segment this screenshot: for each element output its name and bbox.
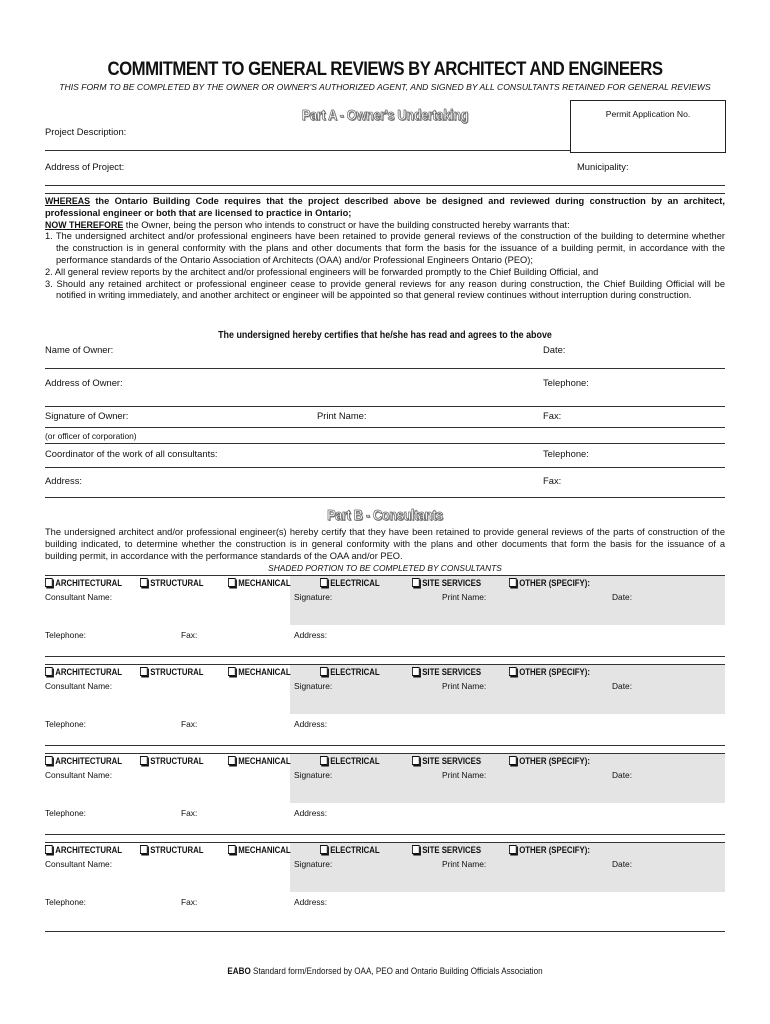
checkbox-other[interactable]: OTHER (SPECIFY): [509, 667, 590, 677]
checkbox-icon [412, 667, 420, 676]
shaded-portion-note: SHADED PORTION TO BE COMPLETED BY CONSULTANTS [268, 563, 502, 573]
consultant-address-label: Address: [294, 719, 328, 729]
checkbox-structural[interactable]: STRUCTURAL [140, 845, 204, 855]
checkbox-architectural[interactable]: ARCHITECTURAL [45, 667, 122, 677]
divider [45, 193, 725, 194]
coordinator-telephone-label: Telephone: [543, 448, 589, 459]
checkbox-icon [320, 845, 328, 854]
part-a-heading: Part A - Owner's Undertaking [301, 107, 469, 124]
divider [45, 575, 725, 576]
permit-application-label: Permit Application No. [605, 109, 691, 119]
consultant-signature-label: Signature: [294, 859, 333, 869]
divider [45, 931, 725, 932]
owner-fax-label: Fax: [543, 410, 562, 421]
consultant-print-name-label: Print Name: [442, 681, 487, 691]
checkbox-icon [228, 756, 236, 765]
consultant-signature-label: Signature: [294, 592, 333, 602]
consultant-date-label: Date: [612, 770, 633, 780]
address-of-owner-label: Address of Owner: [45, 377, 123, 388]
checkbox-structural[interactable]: STRUCTURAL [140, 756, 204, 766]
whereas-keyword: WHEREAS [45, 196, 90, 206]
divider [45, 834, 725, 835]
checkbox-icon [228, 667, 236, 676]
checkbox-icon [45, 578, 53, 587]
address-of-owner-line[interactable] [45, 406, 725, 407]
checkbox-electrical[interactable]: ELECTRICAL [320, 845, 380, 855]
divider [45, 443, 725, 444]
undertaking-item-2: 2. All general review reports by the architect and/or professional engineers will be forwarded promptly to the Chief Building Official, and [45, 266, 599, 277]
consultant-telephone-label: Telephone: [45, 630, 86, 640]
checkbox-icon [228, 845, 236, 854]
coordinator-fax-label: Fax: [543, 475, 562, 486]
checkbox-icon [320, 667, 328, 676]
consultant-name-label: Consultant Name: [45, 859, 113, 869]
checkbox-electrical[interactable]: ELECTRICAL [320, 578, 380, 588]
owner-date-label: Date: [543, 344, 566, 355]
now-therefore-keyword: NOW THEREFORE [45, 219, 124, 230]
name-of-owner-label: Name of Owner: [45, 344, 114, 355]
consultant-name-label: Consultant Name: [45, 770, 113, 780]
checkbox-icon [45, 667, 53, 676]
checkbox-architectural[interactable]: ARCHITECTURAL [45, 845, 122, 855]
checkbox-icon [45, 756, 53, 765]
checkbox-icon [140, 578, 148, 587]
owner-print-name-label: Print Name: [317, 410, 367, 421]
consultant-address-label: Address: [294, 808, 328, 818]
checkbox-other[interactable]: OTHER (SPECIFY): [509, 578, 590, 588]
coordinator-address-label: Address: [45, 475, 82, 486]
now-therefore-text: the Owner, being the person who intends to construct or have the building constructed hereby warrants that: [123, 219, 570, 230]
certify-statement: The undersigned hereby certifies that he/she has read and agrees to the above [218, 329, 552, 341]
consultant-address-label: Address: [294, 630, 328, 640]
consultant-fax-label: Fax: [181, 719, 198, 729]
consultant-telephone-label: Telephone: [45, 719, 86, 729]
checkbox-icon [140, 667, 148, 676]
divider [45, 656, 725, 657]
part-b-heading: Part B - Consultants [327, 507, 443, 524]
consultant-fax-label: Fax: [181, 897, 198, 907]
consultant-signature-label: Signature: [294, 681, 333, 691]
consultant-telephone-label: Telephone: [45, 808, 86, 818]
checkbox-mechanical[interactable]: MECHANICAL [228, 756, 291, 766]
consultant-date-label: Date: [612, 859, 633, 869]
consultant-telephone-label: Telephone: [45, 897, 86, 907]
checkbox-icon [140, 845, 148, 854]
consultant-date-label: Date: [612, 592, 633, 602]
consultant-name-label: Consultant Name: [45, 681, 113, 691]
form-subtitle: THIS FORM TO BE COMPLETED BY THE OWNER OR OWNER'S AUTHORIZED AGENT, AND SIGNED BY ALL CONSULTANTS RETAINED FOR GENERAL REVIEWS [59, 82, 711, 92]
checkbox-architectural[interactable]: ARCHITECTURAL [45, 578, 122, 588]
checkbox-electrical[interactable]: ELECTRICAL [320, 667, 380, 677]
undertaking-text [45, 196, 725, 302]
signature-of-owner-line[interactable] [45, 427, 725, 428]
coordinator-line[interactable] [45, 467, 725, 468]
project-description-line[interactable] [45, 150, 570, 151]
coordinator-label: Coordinator of the work of all consultants: [45, 448, 218, 459]
address-of-project-label: Address of Project: [45, 161, 125, 172]
checkbox-mechanical[interactable]: MECHANICAL [228, 667, 291, 677]
checkbox-electrical[interactable]: ELECTRICAL [320, 756, 380, 766]
checkbox-structural[interactable]: STRUCTURAL [140, 578, 204, 588]
consultants-intro: The undersigned architect and/or professional engineer(s) hereby certify that they have been retained to provide general reviews of the parts of construction of the building indicated, to determine whether the construction is in general conformity with the plans and other documents that form the basis for the issuance of a building permit, in accordance with the performance standards of the OAA and/or PEO. [45, 527, 725, 561]
undertaking-item-3: 3. Should any retained architect or professional engineer cease to provide general reviews for any reason during construction, the Chief Building Official will be notified in writing immediately, and another architect or engineer will be appointed so that general review continues without interruption during construction. [45, 278, 725, 301]
owner-telephone-label: Telephone: [543, 377, 589, 388]
address-of-project-line[interactable] [45, 185, 725, 186]
consultant-fax-label: Fax: [181, 808, 198, 818]
checkbox-mechanical[interactable]: MECHANICAL [228, 845, 291, 855]
form-title: COMMITMENT TO GENERAL REVIEWS BY ARCHITECT AND ENGINEERS [107, 58, 663, 80]
consultant-signature-label: Signature: [294, 770, 333, 780]
checkbox-architectural[interactable]: ARCHITECTURAL [45, 756, 122, 766]
divider [45, 745, 725, 746]
checkbox-structural[interactable]: STRUCTURAL [140, 667, 204, 677]
checkbox-other[interactable]: OTHER (SPECIFY): [509, 756, 590, 766]
checkbox-other[interactable]: OTHER (SPECIFY): [509, 845, 590, 855]
signature-of-owner-label: Signature of Owner: [45, 410, 129, 421]
coordinator-address-line[interactable] [45, 497, 725, 498]
checkbox-site-services[interactable]: SITE SERVICES [412, 756, 481, 766]
checkbox-icon [320, 756, 328, 765]
divider [45, 842, 725, 843]
checkbox-icon [509, 845, 517, 854]
consultant-date-label: Date: [612, 681, 633, 691]
consultant-name-label: Consultant Name: [45, 592, 113, 602]
permit-application-box[interactable] [570, 100, 726, 153]
checkbox-icon [509, 667, 517, 676]
checkbox-mechanical[interactable]: MECHANICAL [228, 578, 291, 588]
checkbox-site-services[interactable]: SITE SERVICES [412, 667, 481, 677]
checkbox-icon [412, 756, 420, 765]
checkbox-icon [412, 845, 420, 854]
divider [45, 664, 725, 665]
officer-of-corporation-note: (or officer of corporation) [45, 431, 137, 441]
checkbox-icon [509, 756, 517, 765]
name-of-owner-line[interactable] [45, 368, 725, 369]
consultant-print-name-label: Print Name: [442, 859, 487, 869]
consultant-print-name-label: Print Name: [442, 592, 487, 602]
whereas-text: the Ontario Building Code requires that the project described above be designed and reviewed during construction by an architect, professional engineer or both that are licensed to practice in Ontario; [45, 196, 725, 218]
checkbox-icon [412, 578, 420, 587]
divider [45, 753, 725, 754]
consultant-fax-label: Fax: [181, 630, 198, 640]
municipality-label: Municipality: [577, 161, 629, 172]
project-description-label: Project Description: [45, 126, 127, 137]
checkbox-site-services[interactable]: SITE SERVICES [412, 845, 481, 855]
consultant-print-name-label: Print Name: [442, 770, 487, 780]
undertaking-item-1: 1. The undersigned architect and/or professional engineers have been retained to provide general reviews of the construction of the building to determine whether the construction is in general conformity with the plans and other documents that form the basis for the issuance of a building permit, in accordance with the performance standards of the Ontario Association of Architects (OAA) and/or Professional Engineers Ontario (PEO); [45, 231, 725, 265]
checkbox-icon [228, 578, 236, 587]
checkbox-icon [45, 845, 53, 854]
footer: EABO Standard form/Endorsed by OAA, PEO and Ontario Building Officials Association [227, 966, 543, 976]
checkbox-site-services[interactable]: SITE SERVICES [412, 578, 481, 588]
checkbox-icon [140, 756, 148, 765]
consultant-address-label: Address: [294, 897, 328, 907]
checkbox-icon [320, 578, 328, 587]
checkbox-icon [509, 578, 517, 587]
